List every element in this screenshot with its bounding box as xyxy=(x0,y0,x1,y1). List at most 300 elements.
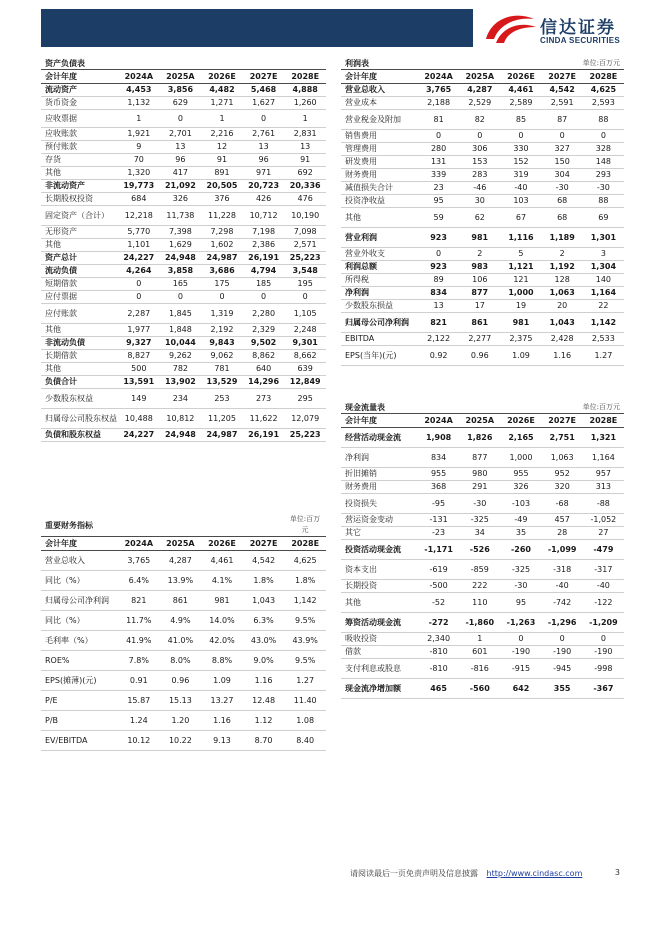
value-cell: -40 xyxy=(583,580,624,593)
value-cell: 13,902 xyxy=(160,376,202,389)
value-cell: 1.27 xyxy=(583,346,624,366)
value-cell: 2,533 xyxy=(583,333,624,346)
income-table-row xyxy=(341,97,624,110)
ratios-table-row xyxy=(41,651,326,671)
value-cell: 1,189 xyxy=(542,228,583,248)
value-cell: 175 xyxy=(201,278,243,291)
value-cell: -810 xyxy=(418,659,459,679)
value-cell: 821 xyxy=(118,591,160,611)
value-cell: 2,701 xyxy=(160,128,202,141)
value-cell: 42.0% xyxy=(201,631,243,651)
value-cell: 1,260 xyxy=(284,97,326,110)
value-cell: 2,375 xyxy=(500,333,541,346)
value-cell: 4,264 xyxy=(118,265,160,278)
value-cell: 639 xyxy=(284,363,326,376)
income-table-row xyxy=(341,333,624,346)
balance-table-row xyxy=(41,278,326,291)
value-cell: 14.0% xyxy=(201,611,243,631)
value-cell: -260 xyxy=(500,540,541,560)
value-cell: 3,858 xyxy=(160,265,202,278)
value-cell: 9 xyxy=(118,141,160,154)
value-cell: -367 xyxy=(583,679,624,699)
row-label-cell: ROE% xyxy=(41,651,118,671)
value-cell: 13 xyxy=(284,141,326,154)
value-cell: 326 xyxy=(160,193,202,206)
row-label-cell: 固定资产（合计） xyxy=(41,206,118,226)
income-statement-title: 利润表 xyxy=(345,59,369,68)
row-label-cell: 所得税 xyxy=(341,274,418,287)
cashflow-table-row xyxy=(341,646,624,659)
value-cell: 68 xyxy=(542,208,583,228)
income-header-row xyxy=(341,70,624,84)
value-cell: 280 xyxy=(418,143,459,156)
value-cell: 981 xyxy=(500,313,541,333)
row-label-cell: 营业税金及附加 xyxy=(341,110,418,130)
value-cell: 1,142 xyxy=(583,313,624,333)
header-year-cell: 2027E xyxy=(542,70,583,84)
value-cell: 0 xyxy=(243,291,285,304)
balance-sheet-panel xyxy=(41,58,326,442)
value-cell: 152 xyxy=(500,156,541,169)
row-label-cell: 其他 xyxy=(41,239,118,252)
value-cell: 4,625 xyxy=(583,84,624,97)
cashflow-table-row xyxy=(341,428,624,448)
row-label-cell: 长期投资 xyxy=(341,580,418,593)
value-cell: 4.1% xyxy=(201,571,243,591)
balance-table-row xyxy=(41,265,326,278)
value-cell: 91 xyxy=(284,154,326,167)
value-cell: 0 xyxy=(418,130,459,143)
value-cell: 1 xyxy=(201,110,243,128)
value-cell: 2,165 xyxy=(500,428,541,448)
cashflow-table-row xyxy=(341,679,624,699)
row-label-cell: 投资损失 xyxy=(341,494,418,514)
cinda-logo-mark-icon xyxy=(482,9,538,49)
value-cell: 25,223 xyxy=(284,252,326,265)
value-cell: 27 xyxy=(583,527,624,540)
value-cell: -1,209 xyxy=(583,613,624,633)
header-year-cell: 2026E xyxy=(201,537,243,551)
cashflow-table-row xyxy=(341,613,624,633)
value-cell: 1,908 xyxy=(418,428,459,448)
row-label-cell: 资产总计 xyxy=(41,252,118,265)
value-cell: 293 xyxy=(583,169,624,182)
value-cell: -30 xyxy=(542,182,583,195)
value-cell: 185 xyxy=(243,278,285,291)
value-cell: 2,329 xyxy=(243,324,285,337)
header-year-cell: 2028E xyxy=(583,414,624,428)
value-cell: 601 xyxy=(459,646,500,659)
value-cell: 8.70 xyxy=(243,731,285,751)
value-cell: 376 xyxy=(201,193,243,206)
value-cell: -500 xyxy=(418,580,459,593)
value-cell: 195 xyxy=(284,278,326,291)
value-cell: 0 xyxy=(542,633,583,646)
value-cell: 1,319 xyxy=(201,304,243,324)
value-cell: 781 xyxy=(201,363,243,376)
value-cell: 0 xyxy=(459,130,500,143)
balance-table-row xyxy=(41,363,326,376)
value-cell: 96 xyxy=(160,154,202,167)
income-table-row xyxy=(341,130,624,143)
header-year-cell: 2027E xyxy=(243,70,285,84)
value-cell: 11,228 xyxy=(201,206,243,226)
value-cell: 1,304 xyxy=(583,261,624,274)
value-cell: 0 xyxy=(583,633,624,646)
value-cell: 9.5% xyxy=(284,611,326,631)
row-label-cell: 少数股东损益 xyxy=(341,300,418,313)
value-cell: -945 xyxy=(542,659,583,679)
value-cell: 128 xyxy=(542,274,583,287)
value-cell: 8,862 xyxy=(243,350,285,363)
ratios-table-row xyxy=(41,591,326,611)
value-cell: 3,765 xyxy=(418,84,459,97)
value-cell: 10,712 xyxy=(243,206,285,226)
row-label-cell: 投资活动现金流 xyxy=(341,540,418,560)
row-label-cell: 应收票据 xyxy=(41,110,118,128)
value-cell: 368 xyxy=(418,481,459,494)
row-label-cell: 其他 xyxy=(341,208,418,228)
value-cell: 35 xyxy=(500,527,541,540)
value-cell: 1.12 xyxy=(243,711,285,731)
value-cell: 24,948 xyxy=(160,252,202,265)
value-cell: 1,164 xyxy=(583,287,624,300)
income-table-row xyxy=(341,143,624,156)
value-cell: 88 xyxy=(583,110,624,130)
value-cell: 13,591 xyxy=(118,376,160,389)
value-cell: 22 xyxy=(583,300,624,313)
row-label-cell: 财务费用 xyxy=(341,481,418,494)
value-cell: 1 xyxy=(118,110,160,128)
value-cell: 0.96 xyxy=(160,671,202,691)
value-cell: -526 xyxy=(459,540,500,560)
value-cell: 923 xyxy=(418,228,459,248)
value-cell: 971 xyxy=(243,167,285,180)
ratios-header-row xyxy=(41,537,326,551)
value-cell: 7.8% xyxy=(118,651,160,671)
income-table-row xyxy=(341,169,624,182)
row-label-cell: P/B xyxy=(41,711,118,731)
value-cell: 121 xyxy=(500,274,541,287)
value-cell: 10,812 xyxy=(160,409,202,429)
value-cell: 9,062 xyxy=(201,350,243,363)
value-cell: 0 xyxy=(500,633,541,646)
row-label-cell: 吸收投资 xyxy=(341,633,418,646)
income-table-row xyxy=(341,110,624,130)
value-cell: 234 xyxy=(160,389,202,409)
row-label-cell: 投资净收益 xyxy=(341,195,418,208)
header-year-cell: 2028E xyxy=(284,537,326,551)
value-cell: 981 xyxy=(459,228,500,248)
value-cell: -998 xyxy=(583,659,624,679)
value-cell: 326 xyxy=(500,481,541,494)
value-cell: 153 xyxy=(459,156,500,169)
value-cell: 110 xyxy=(459,593,500,613)
value-cell: 0.91 xyxy=(118,671,160,691)
value-cell: 955 xyxy=(500,468,541,481)
value-cell: 8.8% xyxy=(201,651,243,671)
value-cell: 95 xyxy=(500,593,541,613)
value-cell: -816 xyxy=(459,659,500,679)
value-cell: 11.40 xyxy=(284,691,326,711)
value-cell: 20,505 xyxy=(201,180,243,193)
income-table-row xyxy=(341,195,624,208)
income-table-row xyxy=(341,300,624,313)
row-label-cell: 借款 xyxy=(341,646,418,659)
value-cell: 13 xyxy=(160,141,202,154)
cashflow-table-row xyxy=(341,527,624,540)
value-cell: 339 xyxy=(418,169,459,182)
value-cell: 4,453 xyxy=(118,84,160,97)
row-label-cell: 同比（%） xyxy=(41,571,118,591)
header-year-cell: 2024A xyxy=(418,70,459,84)
row-label-cell: 现金流净增加额 xyxy=(341,679,418,699)
value-cell: 1.27 xyxy=(284,671,326,691)
value-cell: 41.9% xyxy=(118,631,160,651)
value-cell: 9.5% xyxy=(284,651,326,671)
value-cell: 11,622 xyxy=(243,409,285,429)
ratios-table-row xyxy=(41,731,326,751)
key-ratios-table xyxy=(41,537,326,751)
value-cell: -88 xyxy=(583,494,624,514)
cash-flow-title-bar xyxy=(341,402,624,414)
value-cell: 1 xyxy=(459,633,500,646)
value-cell: 2,591 xyxy=(542,97,583,110)
value-cell: 12,849 xyxy=(284,376,326,389)
value-cell: 1,826 xyxy=(459,428,500,448)
value-cell: 68 xyxy=(542,195,583,208)
value-cell: 2,751 xyxy=(542,428,583,448)
logo-chinese-text: 信达证券 xyxy=(540,18,616,38)
value-cell: 273 xyxy=(243,389,285,409)
value-cell: 21,092 xyxy=(160,180,202,193)
balance-table-row xyxy=(41,337,326,350)
key-ratios-panel xyxy=(41,514,326,751)
ratios-table-row xyxy=(41,551,326,571)
row-label-cell: 短期借款 xyxy=(41,278,118,291)
value-cell: 1,192 xyxy=(542,261,583,274)
balance-table-row xyxy=(41,291,326,304)
value-cell: -68 xyxy=(542,494,583,514)
value-cell: 1,043 xyxy=(243,591,285,611)
value-cell: 14,296 xyxy=(243,376,285,389)
value-cell: 3,686 xyxy=(201,265,243,278)
value-cell: 43.9% xyxy=(284,631,326,651)
value-cell: 891 xyxy=(201,167,243,180)
row-label-cell: 非流动负债 xyxy=(41,337,118,350)
value-cell: 41.0% xyxy=(160,631,202,651)
value-cell: 20,723 xyxy=(243,180,285,193)
row-label-cell: 营运资金变动 xyxy=(341,514,418,527)
value-cell: 10,190 xyxy=(284,206,326,226)
income-statement-panel xyxy=(341,58,624,366)
row-label-cell: 归属母公司股东权益 xyxy=(41,409,118,429)
value-cell: 13 xyxy=(418,300,459,313)
value-cell: 82 xyxy=(459,110,500,130)
income-table-row xyxy=(341,274,624,287)
row-label-cell: P/E xyxy=(41,691,118,711)
value-cell: -122 xyxy=(583,593,624,613)
balance-table-row xyxy=(41,252,326,265)
cash-flow-title: 现金流量表 xyxy=(345,403,385,412)
row-label-cell: 同比（%） xyxy=(41,611,118,631)
value-cell: 1,627 xyxy=(243,97,285,110)
value-cell: 1,845 xyxy=(160,304,202,324)
row-label-cell: 营业外收支 xyxy=(341,248,418,261)
row-label-cell: 应收账款 xyxy=(41,128,118,141)
value-cell: 1.08 xyxy=(284,711,326,731)
value-cell: 2,831 xyxy=(284,128,326,141)
value-cell: 0 xyxy=(284,291,326,304)
value-cell: 955 xyxy=(418,468,459,481)
value-cell: 1.09 xyxy=(201,671,243,691)
footer-website-link[interactable]: http://www.cindasc.com xyxy=(486,869,583,878)
value-cell: 4.9% xyxy=(160,611,202,631)
cashflow-table-row xyxy=(341,560,624,580)
value-cell: -272 xyxy=(418,613,459,633)
value-cell: 6.4% xyxy=(118,571,160,591)
value-cell: 6.3% xyxy=(243,611,285,631)
cashflow-table-row xyxy=(341,514,624,527)
value-cell: 131 xyxy=(418,156,459,169)
value-cell: 1.20 xyxy=(160,711,202,731)
value-cell: 3,856 xyxy=(160,84,202,97)
balance-table-row xyxy=(41,376,326,389)
balance-table-row xyxy=(41,409,326,429)
logo-english-text: CINDA SECURITIES xyxy=(540,36,621,45)
value-cell: 5,468 xyxy=(243,84,285,97)
value-cell: 70 xyxy=(118,154,160,167)
value-cell: 26,191 xyxy=(243,252,285,265)
value-cell: 13.9% xyxy=(160,571,202,591)
cinda-logo xyxy=(478,9,648,49)
value-cell: 1,116 xyxy=(500,228,541,248)
value-cell: 1,321 xyxy=(583,428,624,448)
value-cell: 13.27 xyxy=(201,691,243,711)
ratios-table-row xyxy=(41,711,326,731)
value-cell: 24,948 xyxy=(160,429,202,442)
value-cell: 19,773 xyxy=(118,180,160,193)
value-cell: -1,171 xyxy=(418,540,459,560)
income-table-row xyxy=(341,84,624,97)
value-cell: 1,602 xyxy=(201,239,243,252)
row-label-cell: 营业利润 xyxy=(341,228,418,248)
value-cell: -560 xyxy=(459,679,500,699)
value-cell: -190 xyxy=(542,646,583,659)
row-label-cell: 其他 xyxy=(41,324,118,337)
value-cell: 4,287 xyxy=(459,84,500,97)
value-cell: 4,542 xyxy=(243,551,285,571)
value-cell: 24,227 xyxy=(118,252,160,265)
value-cell: 2 xyxy=(459,248,500,261)
value-cell: 1,063 xyxy=(542,448,583,468)
value-cell: 319 xyxy=(500,169,541,182)
value-cell: 0 xyxy=(542,130,583,143)
value-cell: 10.12 xyxy=(118,731,160,751)
value-cell: 0 xyxy=(583,130,624,143)
value-cell: 2,280 xyxy=(243,304,285,324)
value-cell: 426 xyxy=(243,193,285,206)
value-cell: 3,765 xyxy=(118,551,160,571)
value-cell: 12,079 xyxy=(284,409,326,429)
value-cell: 1,000 xyxy=(500,448,541,468)
value-cell: 165 xyxy=(160,278,202,291)
value-cell: 1,000 xyxy=(500,287,541,300)
value-cell: 457 xyxy=(542,514,583,527)
value-cell: 952 xyxy=(542,468,583,481)
ratios-table-row xyxy=(41,571,326,591)
row-label-cell: 无形资产 xyxy=(41,226,118,239)
value-cell: 91 xyxy=(201,154,243,167)
balance-header-row xyxy=(41,70,326,84)
ratios-table-row xyxy=(41,671,326,691)
value-cell: -49 xyxy=(500,514,541,527)
row-label-cell: 其他 xyxy=(41,167,118,180)
value-cell: 149 xyxy=(118,389,160,409)
value-cell: 26,191 xyxy=(243,429,285,442)
value-cell: 81 xyxy=(418,110,459,130)
value-cell: 0 xyxy=(160,291,202,304)
value-cell: 861 xyxy=(160,591,202,611)
value-cell: 23 xyxy=(418,182,459,195)
row-label-cell: 管理费用 xyxy=(341,143,418,156)
value-cell: 8,827 xyxy=(118,350,160,363)
value-cell: -479 xyxy=(583,540,624,560)
row-label-cell: 应付票据 xyxy=(41,291,118,304)
row-label-cell: EPS(当年)(元) xyxy=(341,346,418,366)
income-table-row xyxy=(341,261,624,274)
row-label-cell: 少数股东权益 xyxy=(41,389,118,409)
value-cell: 2,340 xyxy=(418,633,459,646)
key-ratios-title: 重要财务指标 xyxy=(45,521,93,530)
value-cell: 0 xyxy=(500,130,541,143)
value-cell: 640 xyxy=(243,363,285,376)
value-cell: -915 xyxy=(500,659,541,679)
header-label-cell: 会计年度 xyxy=(41,70,118,84)
value-cell: 355 xyxy=(542,679,583,699)
row-label-cell: 归属母公司净利润 xyxy=(41,591,118,611)
value-cell: -46 xyxy=(459,182,500,195)
value-cell: -40 xyxy=(500,182,541,195)
value-cell: 1.24 xyxy=(118,711,160,731)
row-label-cell: 其他 xyxy=(41,363,118,376)
value-cell: -30 xyxy=(500,580,541,593)
value-cell: 11,738 xyxy=(160,206,202,226)
value-cell: 291 xyxy=(459,481,500,494)
income-statement-table xyxy=(341,70,624,366)
header-year-cell: 2024A xyxy=(118,537,160,551)
cashflow-table-row xyxy=(341,633,624,646)
balance-table-row xyxy=(41,389,326,409)
income-table-row xyxy=(341,287,624,300)
header-banner xyxy=(41,9,473,47)
income-table-row xyxy=(341,182,624,195)
value-cell: 0 xyxy=(118,291,160,304)
cashflow-table-row xyxy=(341,468,624,481)
value-cell: -40 xyxy=(542,580,583,593)
value-cell: 2,192 xyxy=(201,324,243,337)
cashflow-table-row xyxy=(341,448,624,468)
header-label-cell: 会计年度 xyxy=(341,414,418,428)
value-cell: 17 xyxy=(459,300,500,313)
balance-sheet-title-bar xyxy=(41,58,326,70)
balance-table-row xyxy=(41,180,326,193)
value-cell: 2,761 xyxy=(243,128,285,141)
value-cell: 9,262 xyxy=(160,350,202,363)
ratios-table-row xyxy=(41,691,326,711)
value-cell: 4,461 xyxy=(500,84,541,97)
value-cell: 8.40 xyxy=(284,731,326,751)
